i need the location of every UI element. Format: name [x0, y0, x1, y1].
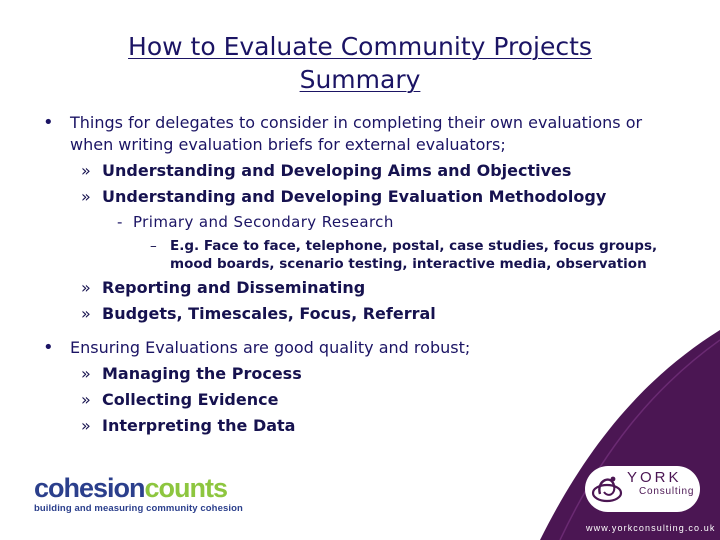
dash-icon: -: [117, 213, 123, 231]
logo-part-1: cohesion: [34, 473, 145, 503]
sub-bullet-text: Managing the Process: [102, 364, 302, 383]
sub-bullet-text: Collecting Evidence: [102, 390, 279, 409]
york-sub: Consulting: [639, 486, 695, 497]
chevron-icon: »: [81, 161, 91, 180]
sub-bullet-text: Reporting and Disseminating: [102, 278, 366, 297]
york-swan-icon: [590, 472, 626, 506]
logo-part-2: counts: [144, 473, 228, 503]
endash-icon: –: [150, 238, 157, 254]
bullet-text: Ensuring Evaluations are good quality and robust;: [70, 338, 471, 357]
slide-title-line-2: Summary: [299, 65, 421, 94]
bullet-dot-icon: •: [43, 112, 54, 133]
logo-tagline: building and measuring community cohesion: [34, 503, 243, 514]
chevron-icon: »: [81, 278, 91, 297]
chevron-icon: »: [81, 304, 91, 323]
chevron-icon: »: [81, 187, 91, 206]
website-url: www.yorkconsulting.co.uk: [586, 523, 716, 533]
sub-bullet-text: Interpreting the Data: [102, 416, 296, 435]
detail-bullet-text: E.g. Face to face, telephone, postal, case studies, focus groups, mood boards, scenario testing, interactive media, observation: [170, 238, 658, 272]
york-consulting-logo: [627, 469, 694, 498]
york-name: YORK: [627, 469, 682, 486]
bullet-dot-icon: •: [43, 337, 54, 358]
chevron-icon: »: [81, 364, 91, 383]
chevron-icon: »: [81, 416, 91, 435]
sub-bullet-text: Understanding and Developing Evaluation Methodology: [102, 187, 607, 206]
bullet-text: Things for delegates to consider in completing their own evaluations or when writing evaluation briefs for external evaluators;: [70, 113, 643, 154]
sub-sub-bullet-text: Primary and Secondary Research: [133, 213, 394, 231]
chevron-icon: »: [81, 390, 91, 409]
sub-bullet-text: Understanding and Developing Aims and Objectives: [102, 161, 572, 180]
slide-title-line-1: How to Evaluate Community Projects: [128, 32, 592, 61]
sub-bullet-text: Budgets, Timescales, Focus, Referral: [102, 304, 436, 323]
